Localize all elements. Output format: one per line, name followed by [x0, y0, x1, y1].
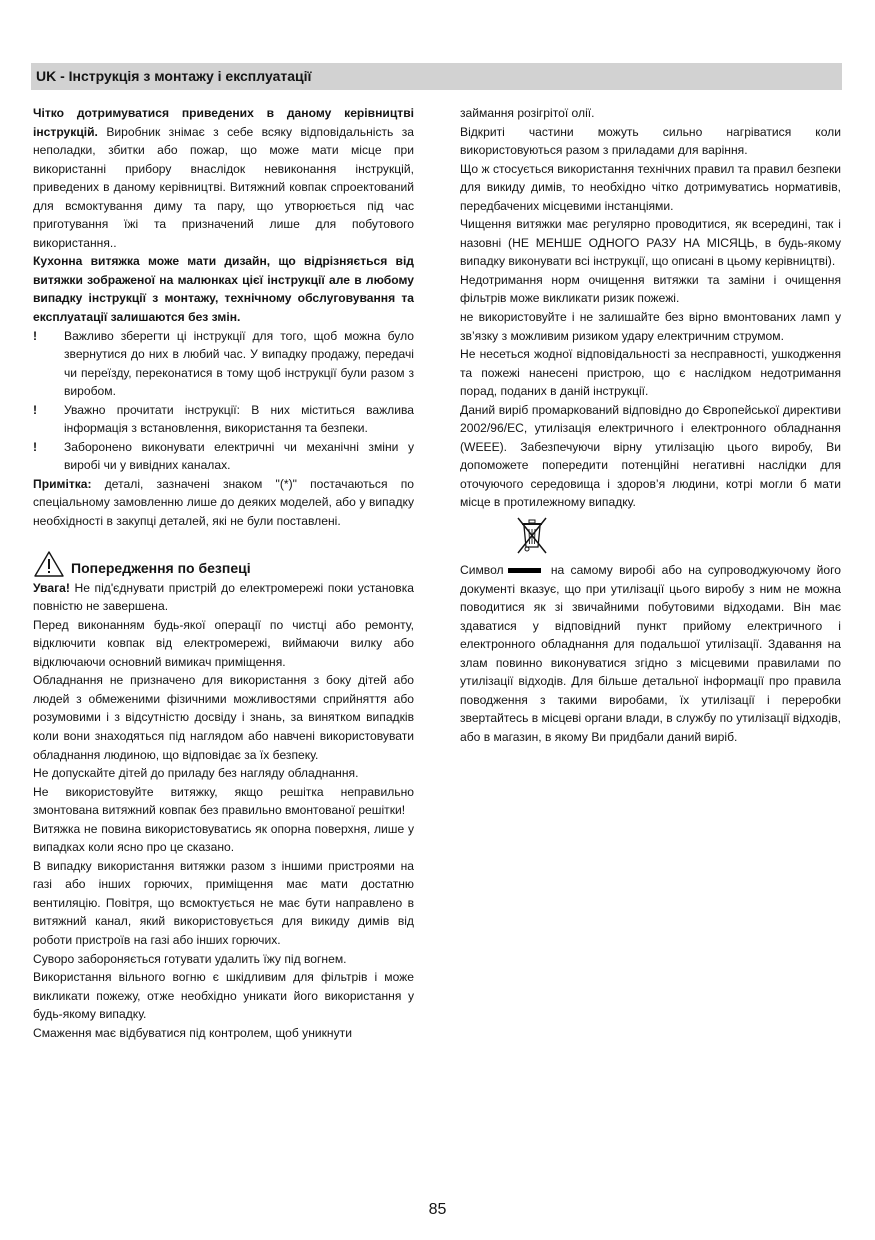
- body-paragraph: Що ж стосується використання технічних правил та правил безпеки для викиду димів, то необхідно чітко дотримуватись нормативів, передбачених місцевими інстанціями.: [460, 161, 841, 213]
- weee-symbol: [460, 515, 841, 561]
- section-title: UK - Інструкція з монтажу і експлуатації: [36, 68, 312, 84]
- intro-text: Виробник знімає з себе всяку відповідальність за неполадки, збитки або пожар, що може мати місце при використанні прибору внаслідок невиконання інструкцій, приведених в даному керівництві. Витяжний ковпак спроектований для всмоктування диму та пару, що утворюється під час приготування їжі та призначений лише для побутового використання..: [33, 124, 414, 250]
- body-paragraph: Відкриті частини можуть сильно нагріватися коли використовуються разом з приладами для варіння.: [460, 124, 841, 158]
- left-column: [33, 104, 414, 1042]
- intro-bold: Чітко дотримуватися приведених в даному керівництві інструкцій.: [33, 106, 414, 139]
- warning-text: Не під'єднувати пристрій до електромережі поки установка повністю не завершена.: [33, 580, 414, 614]
- note-label: Примітка:: [33, 476, 92, 491]
- safety-heading: [33, 549, 414, 579]
- note-paragraph: [33, 475, 414, 531]
- body-paragraph: В випадку використання витяжки разом з іншими пристроями на газі або інших горючих, приміщення має мати достатню вентиляцію. Повітря, що всмоктується не має бути направлено в витяжний канал, який використовується для викиду димів від роботи пристроїв на газі або інших горючих.: [33, 858, 414, 947]
- body-paragraph: Не використовуйте витяжку, якщо решітка неправильно змонтована витяжний ковпак без правильно вмонтованої решітки!: [33, 784, 414, 818]
- body-paragraph: Недотримання норм очищення витяжки та заміни і очищення фільтрів може викликати ризик пожежі.: [460, 272, 841, 306]
- warning-paragraph: [33, 579, 414, 616]
- body-paragraph: Не несеться жодної відповідальності за несправності, ушкодження та пожежі нанесені пристрою, що є наслідком недотримання порад, поданих в даній інструкції.: [460, 347, 841, 399]
- exclamation-icon: !: [33, 439, 38, 454]
- page-number: 85: [428, 1201, 447, 1218]
- body-paragraph: не використовуйте і не залишайте без вірно вмонтованих ламп у зв’язку з можливим ризиком удару електричним струмом.: [460, 310, 841, 343]
- body-paragraph: Використання вільного вогню є шкідливим для фільтрів і може викликати пожежу, отже необхідно уникати його використання у будь-якому випадку.: [33, 970, 414, 1022]
- body-paragraph: Чищення витяжки має регулярно проводитися, як всередині, так і назовні (НЕ МЕНШЕ ОДНОГО РАЗУ НА МІСЯЦЬ, в будь-якому випадку виконувати всі інструкції, що описані в цьому керівництві).: [460, 217, 841, 269]
- bullet-text: Уважно прочитати інструкції: В них міститься важлива інформація з встановлення, використання та безпеки.: [64, 402, 414, 436]
- design-note: [33, 252, 414, 326]
- black-bar-icon: [508, 568, 541, 573]
- right-column: [460, 104, 841, 747]
- bullet-text: Важливо зберегти ці інструкції для того, щоб можна було звернутися до них в любий час. У випадку продажу, передачі чи переїзду, переконатися в тому щоб інструкції були разом з виробом.: [64, 328, 414, 399]
- exclamation-icon: !: [33, 328, 38, 343]
- body-paragraph: Перед виконанням будь-якої операції по чистці або ремонту, відключити ковпак від електромережі, виймаючи вилку або відключаючи основний вимикач приміщення.: [33, 617, 414, 669]
- symbol-text: на самому виробі або на супроводжуючому його документі вказує, що при утилізації цього виробу з ним не можна поводитися як зі звичайними побутовими відходами. Він має здаватися у відповідний пункт прийому електричного і електронного обладнання для подальшої утилізації. Здавання на злам повинно виконуватися згідно з місцевими правилами по утилізації відходів. Для більше детальної інформації про правила поводження з такими виробами, їх утилізації і переробки звертайтесь в місцеві органи влади, в службу по утилізації відходів, або в магазин, в якому Ви придбали даний виріб.: [460, 563, 841, 744]
- bullet-item: [33, 327, 414, 401]
- body-paragraph: Суворо забороняється готувати удалить їжу під вогнем.: [33, 951, 347, 966]
- body-paragraph: Обладнання не призначено для використання з боку дітей або людей з обмеженими фізичними можливостями сприйняття або розумовими і з відсутністю досвіду і знань, за винятком випадків коли вони знаходяться під наглядом або навчені використовувати обладнання людиною, що відповідає за їх безпеку.: [33, 673, 414, 762]
- bullet-text: Заборонено виконувати електричні чи механічні зміни у виробі чи у вивідних каналах.: [64, 439, 414, 473]
- note-text: деталі, зазначені знаком "(*)" постачаються по спеціальному замовленню лише до деяких моделей, або у випадку необхідності в закупці деталей, які не були поставлені.: [33, 476, 414, 529]
- section-header: [31, 63, 842, 90]
- body-paragraph: Не допускайте дітей до приладу без нагляду обладнання.: [33, 766, 359, 781]
- crossed-bin-icon: [515, 515, 549, 557]
- intro-paragraph: [33, 104, 414, 252]
- safety-title: Попередження по безпеці: [71, 560, 251, 577]
- symbol-paragraph: [460, 561, 841, 746]
- body-paragraph: займання розігрітої олії.: [460, 106, 595, 120]
- bullet-item: [33, 438, 414, 475]
- exclamation-icon: !: [33, 402, 38, 417]
- body-paragraph: Витяжка не повина використовуватись як опорна поверхня, лише у випадках коли ясно про це сказано.: [33, 821, 414, 855]
- bullet-item: [33, 401, 414, 438]
- design-note-bold: Кухонна витяжка може мати дизайн, що відрізняється від витяжки зображеної на малюнках цієї інструкції але в любому випадку інструкції з монтажу, технічному обслуговування та експлуатації залишаются без змін.: [33, 254, 414, 325]
- warning-triangle-icon: [33, 550, 65, 578]
- weee-paragraph: Даний виріб промаркований відповідно до Європейської директиви 2002/96/EC, утилізація електричного і електронного обладнання (WEEE). Забезпечуючи вірну утилізацію цього виробу, Ви допоможете попередити потенційні негативні наслідки для оточуючого середовища і здоров’я людини, котрі могли б мати місце в протилежному випадку.: [460, 402, 841, 510]
- body-paragraph: Смаження має відбуватися під контролем, щоб уникнути: [33, 1025, 352, 1040]
- warning-label: Увага!: [33, 580, 70, 595]
- symbol-word: Символ: [460, 563, 504, 578]
